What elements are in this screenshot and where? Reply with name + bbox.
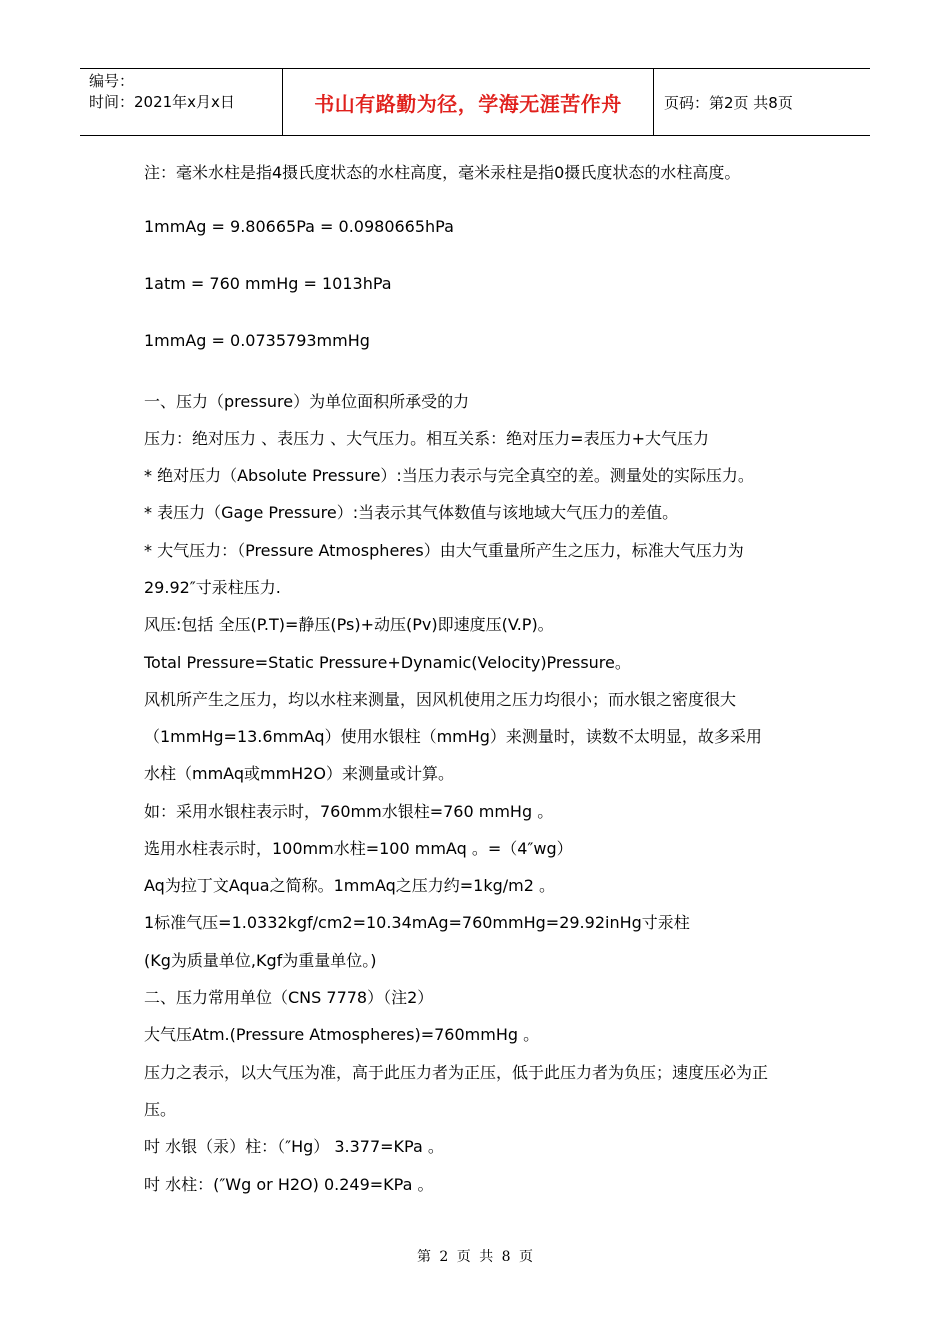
body-line: 风机所产生之压力，均以水柱来测量，因风机使用之压力均很小；而水银之密度很大: [144, 690, 737, 709]
document-date: 时间：2021年x月x日: [89, 93, 235, 111]
body-line: * 绝对压力（Absolute Pressure）:当压力表示与完全真空的差。测量处的实际压力。: [144, 466, 754, 485]
body-line: Total Pressure=Static Pressure+Dynamic(Velocity)Pressure。: [144, 653, 631, 672]
document-number-label: 编号：: [89, 72, 135, 90]
body-line: 压力：绝对压力 、表压力 、大气压力。相互关系：绝对压力=表压力+大气压力: [144, 429, 709, 448]
body-line: * 表压力（Gage Pressure）:当表示其气体数值与该地域大气压力的差值。: [144, 503, 679, 522]
body-line: 大气压Atm.(Pressure Atmospheres)=760mmHg 。: [144, 1025, 540, 1044]
formula-line: 1mmAg = 9.80665Pa = 0.0980665hPa: [144, 217, 454, 236]
body-line: * 大气压力：（Pressure Atmospheres）由大气重量所产生之压力，标准大气压力为: [144, 541, 744, 560]
body-line: 压。: [144, 1100, 177, 1119]
section-heading: 一、压力（pressure）为单位面积所承受的力: [144, 392, 470, 411]
body-line: 压力之表示，以大气压为准，高于此压力者为正压，低于此压力者为负压；速度压必为正: [144, 1063, 769, 1082]
body-line: 水柱（mmAq或mmH2O）来测量或计算。: [144, 764, 454, 783]
body-line: 吋 水柱：(″Wg or H2O) 0.249=KPa 。: [144, 1175, 434, 1194]
header-page-number: 页码：第2页 共8页: [664, 93, 793, 112]
body-line: 如：采用水银柱表示时，760mm水银柱=760 mmHg 。: [144, 802, 554, 821]
body-line: Aq为拉丁文Aqua之简称。1mmAq之压力约=1kg/m2 。: [144, 876, 556, 895]
header-motto: 书山有路勤为径，学海无涯苦作舟: [282, 69, 654, 135]
page-footer: 第 2 页 共 8 页: [416, 1249, 534, 1265]
note-line: 注：毫米水柱是指4摄氏度状态的水柱高度，毫米汞柱是指0摄氏度状态的水柱高度。: [144, 163, 741, 182]
body-line: 1标准气压=1.0332kgf/cm2=10.34mAg=760mmHg=29.92inHg寸汞柱: [144, 913, 690, 932]
body-line: 29.92″寸汞柱压力.: [144, 578, 281, 597]
formula-line: 1mmAg = 0.0735793mmHg: [144, 331, 370, 350]
formula-line: 1atm = 760 mmHg = 1013hPa: [144, 274, 392, 293]
body-line: (Kg为质量单位,Kgf为重量单位。): [144, 951, 377, 970]
page-header: [80, 68, 870, 136]
body-line: 吋 水银（汞）柱：（″Hg） 3.377=KPa 。: [144, 1137, 444, 1156]
body-line: 选用水柱表示时，100mm水柱=100 mmAq 。=（4″wg）: [144, 839, 573, 858]
section-heading: 二、压力常用单位（CNS 7778）（注2）: [144, 988, 434, 1007]
body-line: （1mmHg=13.6mmAq）使用水银柱（mmHg）来测量时，读数不太明显，故多采用: [144, 727, 762, 746]
body-line: 风压:包括 全压(P.T)=静压(Ps)+动压(Pv)即速度压(V.P)。: [144, 615, 554, 634]
header-meta: [80, 69, 282, 135]
